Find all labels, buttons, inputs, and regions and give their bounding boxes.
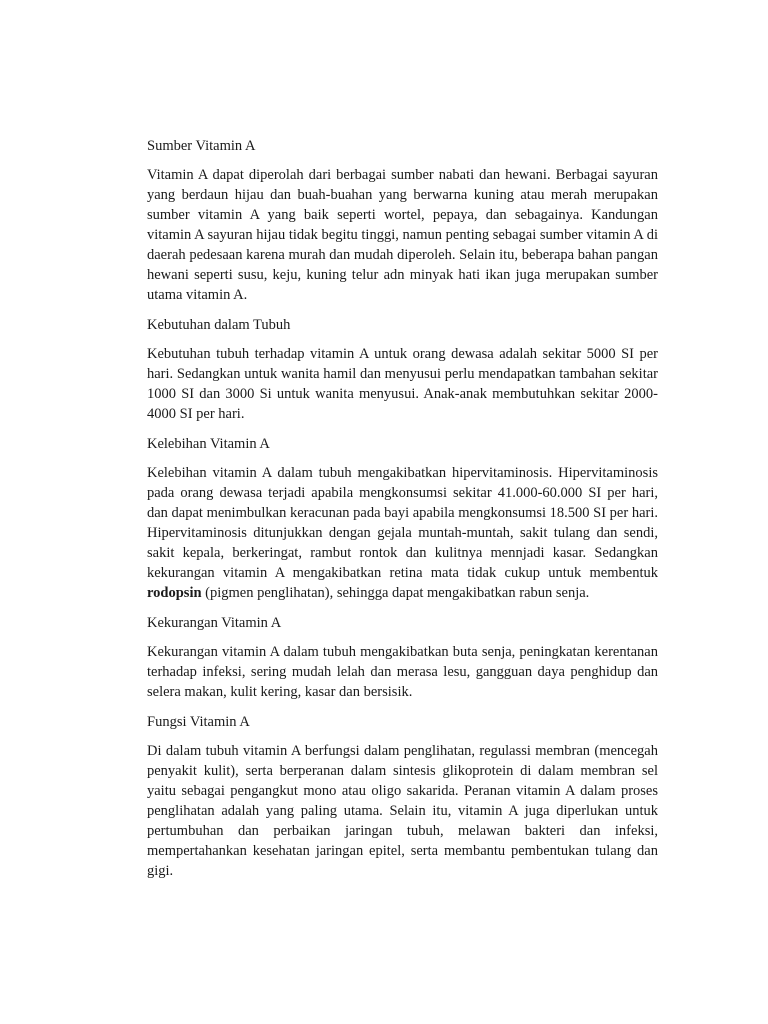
section-kebutuhan-dalam-tubuh bbox=[147, 315, 658, 424]
section-paragraph: Di dalam tubuh vitamin A berfungsi dalam penglihatan, regulassi membran (mencegah penyakit kulit), serta berperanan dalam sintesis glikoprotein di dalam membran sel yaitu sebagai pengangkut mono atau oligo sakarida. Peranan vitamin A dalam proses penglihatan adalah yang paling utama. Selain itu, vitamin A juga diperlukan untuk pertumbuhan dan perbaikan jaringan tubuh, melawan bakteri dan infeksi, mempertahankan kesehatan jaringan epitel, serta membantu pembentukan tulang dan gigi. bbox=[147, 743, 658, 879]
section-paragraph bbox=[147, 463, 658, 603]
paragraph-text-before-bold: Kelebihan vitamin A dalam tubuh mengakibatkan hipervitaminosis. Hipervitaminosis pada orang dewasa terjadi apabila mengkonsumsi sekitar 41.000-60.000 SI per hari, dan dapat menimbulkan keracunan pada bayi apabila mengkonsumsi 18.500 SI per hari. Hipervitaminosis ditunjukkan dengan gejala muntah-muntah, sakit tulang dan sendi, sakit kepala, berkeringat, rambut rontok dan kulitnya mennjadi kasar. Sedangkan kekurangan vitamin A mengakibatkan retina mata tidak cukup untuk membentuk bbox=[147, 465, 658, 581]
section-paragraph: Vitamin A dapat diperolah dari berbagai sumber nabati dan hewani. Berbagai sayuran yang berdaun hijau dan buah-buahan yang berwarna kuning atau merah merupakan sumber vitamin A yang baik seperti wortel, pepaya, dan sebagainya. Kandungan vitamin A sayuran hijau tidak begitu tinggi, namun penting sebagai sumber vitamin A di daerah pedesaan karena murah dan mudah diperoleh. Selain itu, beberapa bahan pangan hewani seperti susu, keju, kuning telur adn minyak hati ikan juga merupakan sumber utama vitamin A. bbox=[147, 167, 658, 303]
paragraph-text-after-bold: (pigmen penglihatan), sehingga dapat mengakibatkan rabun senja. bbox=[201, 585, 590, 601]
section-paragraph: Kekurangan vitamin A dalam tubuh mengakibatkan buta senja, peningkatan kerentanan terhadap infeksi, sering mudah lelah dan merasa lesu, gangguan daya penghidup dan selera makan, kulit kering, kasar dan bersisik. bbox=[147, 644, 658, 700]
section-heading: Kebutuhan dalam Tubuh bbox=[147, 317, 291, 333]
bold-term-rodopsin: rodopsin bbox=[147, 585, 202, 601]
section-kelebihan-vitamin-a bbox=[147, 434, 658, 603]
section-heading: Sumber Vitamin A bbox=[147, 138, 256, 154]
section-heading: Fungsi Vitamin A bbox=[147, 714, 250, 730]
section-heading: Kekurangan Vitamin A bbox=[147, 615, 282, 631]
section-heading: Kelebihan Vitamin A bbox=[147, 436, 270, 452]
section-sumber-vitamin-a bbox=[147, 136, 658, 305]
document-page bbox=[147, 136, 658, 891]
section-kekurangan-vitamin-a bbox=[147, 613, 658, 702]
section-fungsi-vitamin-a bbox=[147, 712, 658, 881]
section-paragraph: Kebutuhan tubuh terhadap vitamin A untuk orang dewasa adalah sekitar 5000 SI per hari. Sedangkan untuk wanita hamil dan menyusui perlu mendapatkan tambahan sekitar 1000 SI dan 3000 Si untuk wanita menyusui. Anak-anak membutuhkan sekitar 2000-4000 SI per hari. bbox=[147, 346, 658, 422]
